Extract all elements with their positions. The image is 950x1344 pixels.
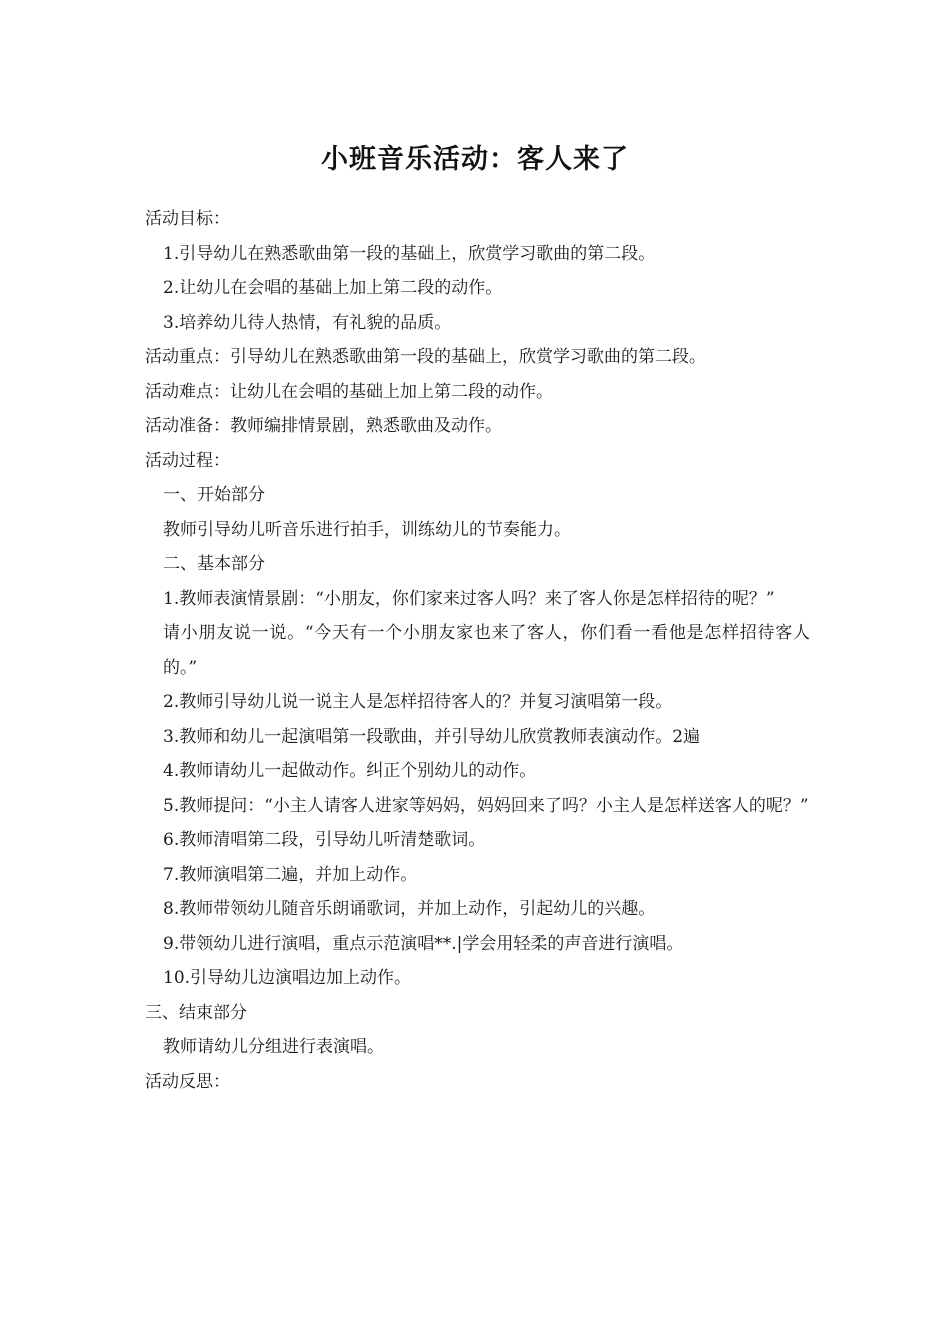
part2-item: 3.教师和幼儿一起演唱第一段歌曲，并引导幼儿欣赏教师表演动作。2遍 xyxy=(163,726,701,747)
key-point: 活动重点：引导幼儿在熟悉歌曲第一段的基础上，欣赏学习歌曲的第二段。 xyxy=(145,347,706,367)
part2-item: 7.教师演唱第二遍，并加上动作。 xyxy=(163,864,418,885)
goal-item: 2.让幼儿在会唱的基础上加上第二段的动作。 xyxy=(163,278,503,298)
goal-item: 1.引导幼儿在熟悉歌曲第一段的基础上，欣赏学习歌曲的第二段。 xyxy=(163,243,656,264)
part2-item: 5.教师提问：“小主人请客人进家等妈妈，妈妈回来了吗？小主人是怎样送客人的呢？” xyxy=(163,795,809,816)
part2-item: 10.引导幼儿边演唱边加上动作。 xyxy=(163,968,412,988)
part2-item: 8.教师带领幼儿随音乐朗诵歌词，并加上动作，引起幼儿的兴趣。 xyxy=(163,899,656,919)
part2-item: 6.教师清唱第二段，引导幼儿听清楚歌词。 xyxy=(163,830,486,850)
part1-heading: 一、开始部分 xyxy=(163,485,265,505)
part2-item: 4.教师请幼儿一起做动作。纠正个别幼儿的动作。 xyxy=(163,761,537,781)
part2-heading: 二、基本部分 xyxy=(163,554,265,574)
part2-item: 9.带领幼儿进行演唱，重点示范演唱**.|学会用轻柔的声音进行演唱。 xyxy=(163,933,684,954)
part2-item: 请小朋友说一说。“今天有一个小朋友家也来了客人，你们看一看他是怎样招待客人的。” xyxy=(163,623,810,678)
goal-item: 3.培养幼儿待人热情，有礼貌的品质。 xyxy=(163,312,452,333)
reflection-heading: 活动反思： xyxy=(145,1071,230,1092)
page-title: 小班音乐活动：客人来了 xyxy=(321,144,629,175)
part3-heading: 三、结束部分 xyxy=(145,1002,247,1023)
process-heading: 活动过程： xyxy=(145,450,230,471)
part2-item: 2.教师引导幼儿说一说主人是怎样招待客人的？并复习演唱第一段。 xyxy=(163,692,673,712)
preparation: 活动准备：教师编排情景剧，熟悉歌曲及动作。 xyxy=(145,416,502,436)
difficulty: 活动难点：让幼儿在会唱的基础上加上第二段的动作。 xyxy=(145,381,553,402)
part3-text: 教师请幼儿分组进行表演唱。 xyxy=(163,1037,384,1057)
part1-text: 教师引导幼儿听音乐进行拍手，训练幼儿的节奏能力。 xyxy=(163,519,571,540)
part2-item: 1.教师表演情景剧：“小朋友，你们家来过客人吗？来了客人你是怎样招待的呢？” xyxy=(163,588,775,609)
goals-heading: 活动目标： xyxy=(145,209,230,229)
document-body xyxy=(145,202,810,1099)
